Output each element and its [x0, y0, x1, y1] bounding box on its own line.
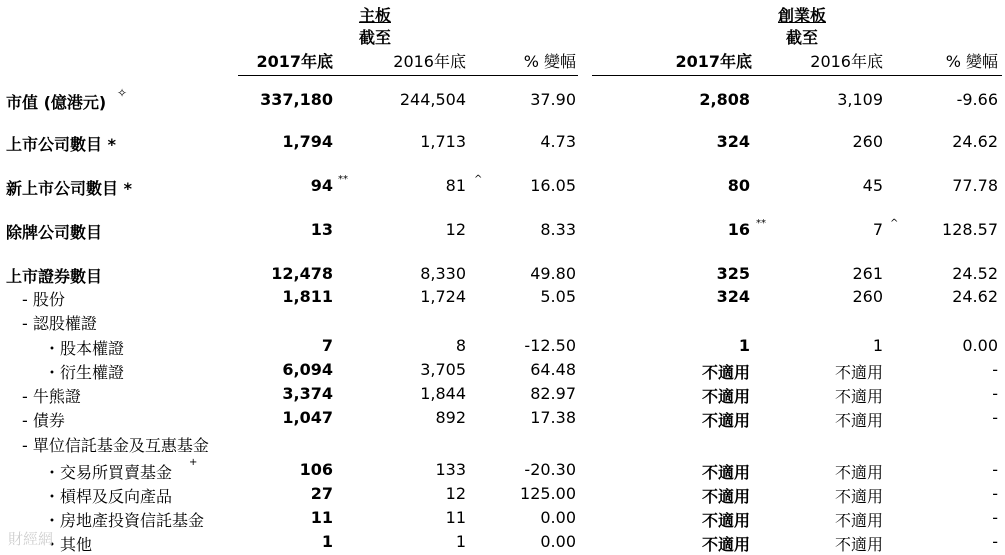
- cell-gem-change: 24.62: [952, 132, 998, 151]
- row-label: - 單位信託基金及互惠基金: [22, 436, 209, 455]
- cell-gem-2016: 7: [872, 220, 883, 239]
- cell-gem-change: -: [992, 460, 998, 479]
- cell-main-2016: 11: [445, 508, 466, 527]
- cell-main-change: 17.38: [530, 408, 576, 427]
- gem-board-header-rule: [592, 75, 1002, 76]
- cell-gem-change: -9.66: [956, 90, 998, 109]
- col-header-main-2016: 2016年底: [393, 52, 466, 71]
- row-label: - 債券: [22, 411, 65, 430]
- cell-main-2017: 337,180: [260, 90, 333, 109]
- table-row-delistings: [0, 218, 1005, 240]
- row-label: 上市證券數目: [6, 267, 103, 286]
- row-label: 除牌公司數目: [6, 223, 103, 242]
- cell-main-2016: 8,330: [420, 264, 466, 283]
- cell-main-2016: 244,504: [399, 90, 466, 109]
- cell-gem-change: 77.78: [952, 176, 998, 195]
- cell-main-change: 125.00: [520, 484, 576, 503]
- col-header-main-2017: 2017年底: [256, 52, 333, 71]
- cell-gem-2016: 261: [852, 264, 883, 283]
- cell-gem-2016: 45: [862, 176, 883, 195]
- cell-main-2017: 1: [321, 532, 333, 551]
- cell-main-2017: 3,374: [282, 384, 333, 403]
- cell-gem-2017: 不適用: [701, 363, 750, 382]
- cell-main-2017: 7: [321, 336, 333, 355]
- table-row-market-cap: [0, 88, 1005, 110]
- table-row-new-listings: [0, 174, 1005, 196]
- cell-gem-2016: 260: [852, 287, 883, 306]
- cell-main-change: 16.05: [530, 176, 576, 195]
- row-label: ・其他: [44, 535, 93, 554]
- cell-gem-2016: 不適用: [834, 387, 883, 406]
- cell-gem-2017: 不適用: [701, 387, 750, 406]
- cell-gem-change: 128.57: [942, 220, 998, 239]
- cell-main-change: 0.00: [540, 508, 576, 527]
- cell-gem-2017: 324: [716, 132, 750, 151]
- row-label: ・衍生權證: [44, 363, 125, 382]
- cell-gem-change: 24.62: [952, 287, 998, 306]
- cell-main-2017: 106: [299, 460, 333, 479]
- cell-gem-2017: 不適用: [701, 511, 750, 530]
- row-label: 新上市公司數目 *: [6, 179, 132, 198]
- cell-gem-2017: 不適用: [701, 411, 750, 430]
- cell-main-2016: 1,713: [420, 132, 466, 151]
- table-row-others: [0, 530, 1005, 552]
- cell-main-2016: 1,844: [420, 384, 466, 403]
- row-label: - 認股權證: [22, 314, 97, 333]
- cell-gem-change: -: [992, 408, 998, 427]
- cell-main-2017: 6,094: [282, 360, 333, 379]
- gem-board-title: 創業板: [777, 6, 826, 25]
- table-row-equity-warrants: [0, 334, 1005, 356]
- cell-main-change: 49.80: [530, 264, 576, 283]
- table-row-reit: [0, 506, 1005, 528]
- cell-gem-change: -: [992, 384, 998, 403]
- main-board-subtitle: 截至: [358, 28, 391, 47]
- cell-gem-2016: 3,109: [837, 90, 883, 109]
- row-label-mark: +: [189, 457, 198, 468]
- cell-gem-2016: 不適用: [834, 463, 883, 482]
- table-row-leveraged-inverse: [0, 482, 1005, 504]
- main-board-title: 主板: [358, 6, 391, 25]
- footnote-mark: ^: [890, 218, 899, 229]
- row-label: ・槓桿及反向產品: [44, 487, 173, 506]
- cell-gem-change: -: [992, 360, 998, 379]
- cell-gem-2017: 16: [727, 220, 750, 239]
- cell-gem-2016: 1: [872, 336, 883, 355]
- footnote-mark: **: [338, 174, 348, 185]
- cell-main-change: 0.00: [540, 532, 576, 551]
- col-header-gem-2017: 2017年底: [675, 52, 752, 71]
- cell-gem-2017: 不適用: [701, 535, 750, 554]
- footnote-mark: **: [756, 218, 766, 229]
- cell-main-2017: 12,478: [271, 264, 333, 283]
- table-row-etf: [0, 458, 1005, 480]
- table-row-derivative-warrants: [0, 358, 1005, 380]
- row-label: ・股本權證: [44, 339, 125, 358]
- cell-main-2016: 8: [455, 336, 466, 355]
- table-row-shares: [0, 285, 1005, 307]
- cell-main-change: 82.97: [530, 384, 576, 403]
- cell-gem-2016: 不適用: [834, 535, 883, 554]
- row-label-mark: ✧: [117, 86, 128, 100]
- cell-gem-change: 24.52: [952, 264, 998, 283]
- col-header-gem-change: % 變幅: [945, 52, 998, 71]
- cell-gem-change: -: [992, 508, 998, 527]
- table-row-unit-trusts: [0, 431, 1005, 453]
- cell-main-change: -20.30: [524, 460, 576, 479]
- cell-gem-change: 0.00: [962, 336, 998, 355]
- cell-main-2016: 133: [435, 460, 466, 479]
- cell-gem-2017: 不適用: [701, 487, 750, 506]
- row-label: - 股份: [22, 290, 65, 309]
- cell-main-2017: 94: [310, 176, 333, 195]
- cell-gem-2016: 不適用: [834, 363, 883, 382]
- row-label: ・房地產投資信託基金: [44, 511, 205, 530]
- cell-main-change: 64.48: [530, 360, 576, 379]
- cell-main-change: 8.33: [540, 220, 576, 239]
- col-header-main-change: % 變幅: [523, 52, 576, 71]
- cell-gem-2017: 2,808: [699, 90, 750, 109]
- cell-gem-2017: 1: [738, 336, 750, 355]
- cell-main-change: 37.90: [530, 90, 576, 109]
- footnote-mark: ^: [474, 174, 483, 185]
- cell-gem-2016: 不適用: [834, 487, 883, 506]
- cell-main-2017: 1,047: [282, 408, 333, 427]
- row-label: 市值 (億港元): [6, 93, 107, 112]
- cell-gem-2016: 不適用: [834, 411, 883, 430]
- cell-gem-2016: 260: [852, 132, 883, 151]
- cell-gem-change: -: [992, 532, 998, 551]
- cell-main-change: 5.05: [540, 287, 576, 306]
- cell-main-change: -12.50: [524, 336, 576, 355]
- cell-main-2016: 12: [445, 484, 466, 503]
- cell-main-2017: 1,794: [282, 132, 333, 151]
- col-header-gem-2016: 2016年底: [810, 52, 883, 71]
- cell-main-2017: 1,811: [282, 287, 333, 306]
- table-row-bonds: [0, 406, 1005, 428]
- cell-gem-2017: 80: [727, 176, 750, 195]
- row-label: ・交易所買賣基金: [44, 463, 173, 482]
- main-board-header-rule: [238, 75, 578, 76]
- table-row-warrants: [0, 309, 1005, 331]
- cell-main-2016: 12: [445, 220, 466, 239]
- cell-main-2017: 27: [310, 484, 333, 503]
- cell-gem-2016: 不適用: [834, 511, 883, 530]
- cell-gem-change: -: [992, 484, 998, 503]
- cell-gem-2017: 不適用: [701, 463, 750, 482]
- watermark: 財經網: [8, 530, 54, 548]
- cell-main-2017: 13: [310, 220, 333, 239]
- cell-main-2017: 11: [310, 508, 333, 527]
- cell-main-2016: 1,724: [420, 287, 466, 306]
- table-row-listed-companies: [0, 130, 1005, 152]
- cell-main-2016: 3,705: [420, 360, 466, 379]
- cell-main-2016: 1: [455, 532, 466, 551]
- row-label: 上市公司數目 *: [6, 135, 116, 154]
- cell-main-2016: 892: [435, 408, 466, 427]
- gem-board-subtitle: 截至: [785, 28, 818, 47]
- cell-main-2016: 81: [445, 176, 466, 195]
- row-label: - 牛熊證: [22, 387, 81, 406]
- table-row-listed-securities: [0, 262, 1005, 284]
- table-row-cbbc: [0, 382, 1005, 404]
- cell-gem-2017: 324: [716, 287, 750, 306]
- cell-main-change: 4.73: [540, 132, 576, 151]
- cell-gem-2017: 325: [716, 264, 750, 283]
